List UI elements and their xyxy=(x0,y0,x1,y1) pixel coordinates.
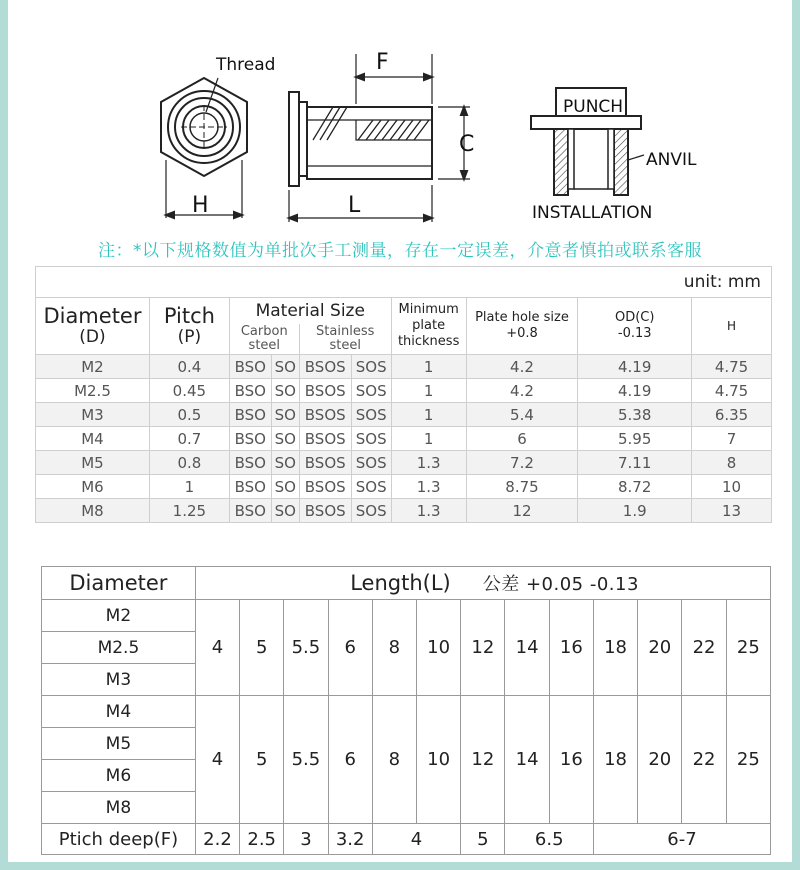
spec-cell-od: 5.95 xyxy=(578,427,692,451)
spec-cell-od: 5.38 xyxy=(578,403,692,427)
spec-cell-carbon-so: SO xyxy=(271,475,299,499)
length-cell: 12 xyxy=(461,696,505,824)
spec-cell-diameter: M2.5 xyxy=(36,379,150,403)
spec-row xyxy=(36,403,772,427)
pitch-deep-row xyxy=(42,824,771,855)
thread-label: Thread xyxy=(216,55,276,75)
spec-cell-min-plate: 1.3 xyxy=(391,451,466,475)
spec-row xyxy=(36,499,772,523)
pitch-deep-value: 3 xyxy=(284,824,328,855)
spec-row xyxy=(36,355,772,379)
h-dimension-label: H xyxy=(192,193,209,218)
length-cell: 4 xyxy=(195,600,239,696)
spec-cell-stainless-sos: SOS xyxy=(351,475,391,499)
length-cell: 14 xyxy=(505,696,549,824)
spec-cell-diameter: M6 xyxy=(36,475,150,499)
length-cell: 5.5 xyxy=(284,600,328,696)
spec-cell-stainless-bsos: BSOS xyxy=(299,403,351,427)
spec-cell-od: 8.72 xyxy=(578,475,692,499)
tolerance-header: 公差 +0.05 -0.13 xyxy=(461,567,771,600)
spec-cell-h: 4.75 xyxy=(692,355,772,379)
length-cell: 25 xyxy=(726,696,770,824)
spec-cell-plate-hole: 6 xyxy=(466,427,578,451)
spec-row xyxy=(36,379,772,403)
material-size-header: Material Size xyxy=(229,298,391,325)
length-cell: 12 xyxy=(461,600,505,696)
spec-cell-carbon-bso: BSO xyxy=(229,475,271,499)
spec-cell-stainless-sos: SOS xyxy=(351,427,391,451)
length-cell: 6 xyxy=(328,696,372,824)
length-cell: 22 xyxy=(682,600,726,696)
diameter-cell: M6 xyxy=(42,760,196,792)
length-cell: 18 xyxy=(593,600,637,696)
spec-cell-plate-hole: 7.2 xyxy=(466,451,578,475)
spec-cell-stainless-bsos: BSOS xyxy=(299,499,351,523)
spec-cell-od: 1.9 xyxy=(578,499,692,523)
length-cell: 8 xyxy=(372,600,416,696)
spec-cell-diameter: M5 xyxy=(36,451,150,475)
length-cell: 16 xyxy=(549,696,593,824)
spec-cell-od: 7.11 xyxy=(578,451,692,475)
spec-cell-h: 4.75 xyxy=(692,379,772,403)
measurement-note: 注：*以下规格数值为单批次手工测量，存在一定误差，介意者慎拍或联系客服 xyxy=(98,241,702,261)
product-sheet xyxy=(8,0,792,862)
spec-cell-stainless-bsos: BSOS xyxy=(299,427,351,451)
spec-cell-carbon-so: SO xyxy=(271,403,299,427)
diameter-cell: M8 xyxy=(42,792,196,824)
spec-cell-stainless-sos: SOS xyxy=(351,403,391,427)
spec-cell-diameter: M3 xyxy=(36,403,150,427)
pitch-deep-value: 5 xyxy=(461,824,505,855)
pitch-deep-label: Ptich deep(F) xyxy=(42,824,196,855)
spec-cell-carbon-bso: BSO xyxy=(229,451,271,475)
spec-row xyxy=(36,475,772,499)
spec-cell-min-plate: 1 xyxy=(391,355,466,379)
length-cell: 16 xyxy=(549,600,593,696)
spec-row xyxy=(36,451,772,475)
length-cell: 5 xyxy=(240,600,284,696)
length-cell: 20 xyxy=(638,696,682,824)
pitch-header: Pitch (P) xyxy=(149,298,229,355)
drawing-svg xyxy=(8,0,792,232)
side-view xyxy=(289,54,470,222)
spec-cell-h: 10 xyxy=(692,475,772,499)
pitch-deep-value: 6.5 xyxy=(505,824,593,855)
spec-cell-pitch: 0.8 xyxy=(149,451,229,475)
spec-cell-h: 6.35 xyxy=(692,403,772,427)
l-dimension-label: L xyxy=(348,193,361,218)
spec-cell-plate-hole: 4.2 xyxy=(466,355,578,379)
spec-cell-h: 7 xyxy=(692,427,772,451)
diameter-header: Diameter (D) xyxy=(36,298,150,355)
diameter-cell: M4 xyxy=(42,696,196,728)
spec-cell-diameter: M4 xyxy=(36,427,150,451)
spec-table xyxy=(35,266,772,523)
spec-cell-h: 13 xyxy=(692,499,772,523)
diameter-cell: M3 xyxy=(42,664,196,696)
pitch-deep-value: 6-7 xyxy=(593,824,770,855)
spec-cell-plate-hole: 8.75 xyxy=(466,475,578,499)
length-cell: 18 xyxy=(593,696,637,824)
diameter-cell: M2 xyxy=(42,600,196,632)
pitch-deep-value: 4 xyxy=(372,824,460,855)
spec-cell-carbon-bso: BSO xyxy=(229,403,271,427)
f-dimension-label: F xyxy=(376,50,389,75)
pitch-deep-value: 2.2 xyxy=(195,824,239,855)
anvil-label: ANVIL xyxy=(646,150,697,170)
length-row xyxy=(42,696,771,728)
spec-table-body xyxy=(36,355,772,523)
spec-cell-pitch: 0.4 xyxy=(149,355,229,379)
length-header: Length(L) xyxy=(195,567,460,600)
min-plate-header: Minimum plate thickness xyxy=(391,298,466,355)
spec-cell-carbon-bso: BSO xyxy=(229,427,271,451)
spec-cell-carbon-so: SO xyxy=(271,499,299,523)
spec-cell-min-plate: 1 xyxy=(391,379,466,403)
spec-cell-diameter: M8 xyxy=(36,499,150,523)
spec-cell-stainless-sos: SOS xyxy=(351,451,391,475)
length-table-body xyxy=(42,600,771,824)
spec-row xyxy=(36,427,772,451)
spec-cell-h: 8 xyxy=(692,451,772,475)
spec-cell-plate-hole: 5.4 xyxy=(466,403,578,427)
h-header: H xyxy=(692,298,772,355)
installation-label: INSTALLATION xyxy=(532,203,653,223)
stainless-steel-header: Stainless steel xyxy=(299,324,391,355)
technical-drawing xyxy=(8,0,792,232)
spec-cell-carbon-bso: BSO xyxy=(229,499,271,523)
punch-label: PUNCH xyxy=(563,97,624,117)
spec-cell-stainless-bsos: BSOS xyxy=(299,475,351,499)
spec-cell-diameter: M2 xyxy=(36,355,150,379)
spec-cell-min-plate: 1 xyxy=(391,427,466,451)
length-cell: 6 xyxy=(328,600,372,696)
spec-cell-pitch: 0.45 xyxy=(149,379,229,403)
spec-cell-plate-hole: 4.2 xyxy=(466,379,578,403)
spec-cell-stainless-sos: SOS xyxy=(351,379,391,403)
spec-cell-carbon-so: SO xyxy=(271,355,299,379)
length-cell: 14 xyxy=(505,600,549,696)
length-cell: 10 xyxy=(417,696,461,824)
spec-cell-min-plate: 1.3 xyxy=(391,475,466,499)
c-dimension-label: C xyxy=(459,132,475,157)
carbon-steel-header: Carbon steel xyxy=(229,324,299,355)
spec-cell-min-plate: 1.3 xyxy=(391,499,466,523)
spec-cell-stainless-sos: SOS xyxy=(351,355,391,379)
unit-label: unit: mm xyxy=(36,267,772,298)
length-cell: 8 xyxy=(372,696,416,824)
length-cell: 20 xyxy=(638,600,682,696)
length-cell: 25 xyxy=(726,600,770,696)
spec-cell-carbon-so: SO xyxy=(271,379,299,403)
plate-hole-header: Plate hole size +0.8 xyxy=(466,298,578,355)
pitch-deep-value: 2.5 xyxy=(240,824,284,855)
pitch-deep-value: 3.2 xyxy=(328,824,372,855)
spec-cell-od: 4.19 xyxy=(578,379,692,403)
spec-cell-plate-hole: 12 xyxy=(466,499,578,523)
spec-cell-carbon-so: SO xyxy=(271,427,299,451)
spec-cell-pitch: 1.25 xyxy=(149,499,229,523)
length-table xyxy=(41,566,771,855)
spec-cell-carbon-bso: BSO xyxy=(229,355,271,379)
spec-cell-carbon-so: SO xyxy=(271,451,299,475)
spec-cell-stainless-bsos: BSOS xyxy=(299,355,351,379)
spec-cell-pitch: 0.7 xyxy=(149,427,229,451)
length-cell: 5.5 xyxy=(284,696,328,824)
spec-cell-pitch: 1 xyxy=(149,475,229,499)
diameter-cell: M5 xyxy=(42,728,196,760)
spec-cell-pitch: 0.5 xyxy=(149,403,229,427)
length-cell: 10 xyxy=(417,600,461,696)
diameter-column-header: Diameter xyxy=(42,567,196,600)
spec-cell-stainless-bsos: BSOS xyxy=(299,451,351,475)
length-cell: 4 xyxy=(195,696,239,824)
length-cell: 5 xyxy=(240,696,284,824)
spec-cell-stainless-bsos: BSOS xyxy=(299,379,351,403)
spec-cell-od: 4.19 xyxy=(578,355,692,379)
length-cell: 22 xyxy=(682,696,726,824)
spec-cell-min-plate: 1 xyxy=(391,403,466,427)
length-row xyxy=(42,600,771,632)
od-header: OD(C) -0.13 xyxy=(578,298,692,355)
spec-cell-stainless-sos: SOS xyxy=(351,499,391,523)
diameter-cell: M2.5 xyxy=(42,632,196,664)
spec-cell-carbon-bso: BSO xyxy=(229,379,271,403)
